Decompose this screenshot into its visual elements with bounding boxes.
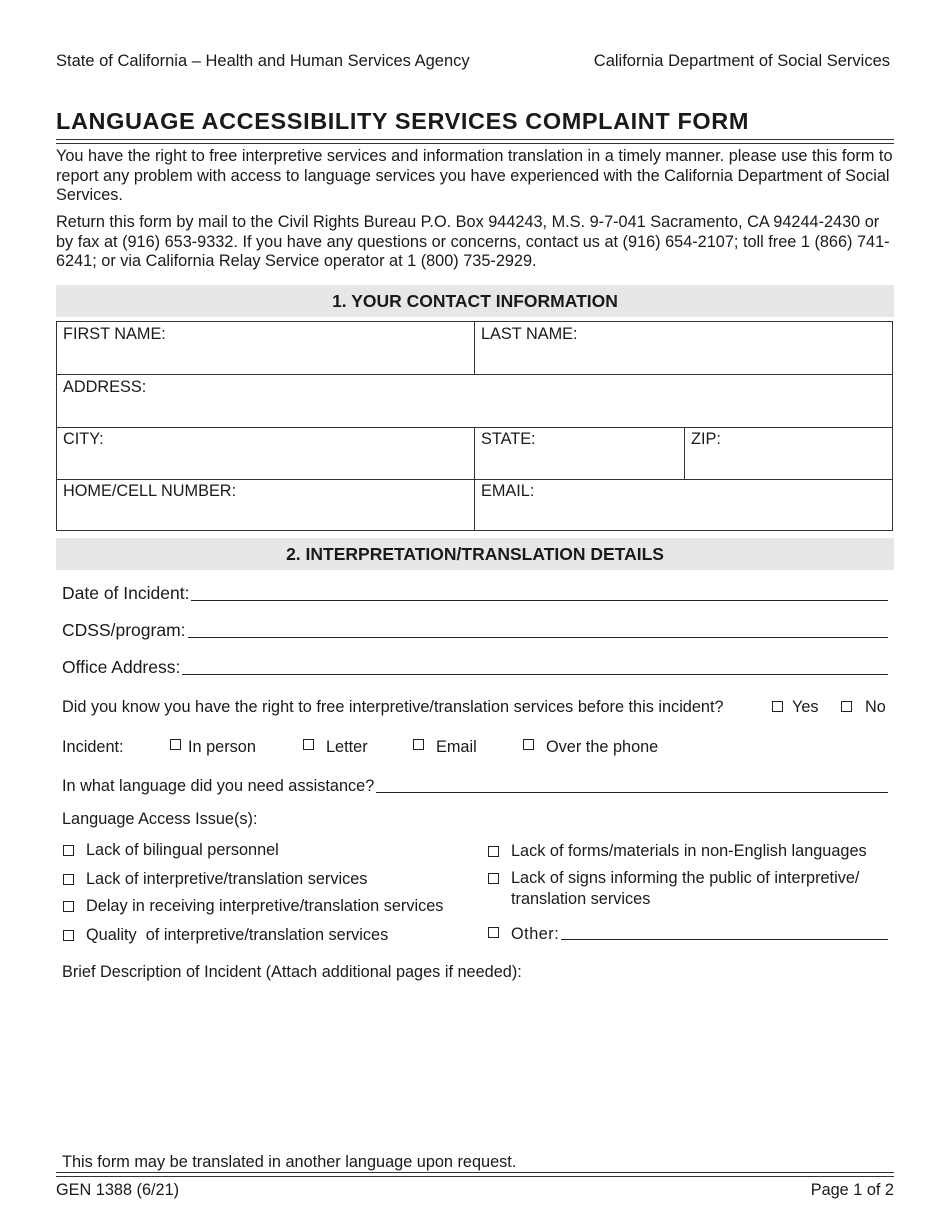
zip-field[interactable] [685, 427, 892, 479]
no-checkbox[interactable] [841, 701, 852, 712]
description-area[interactable] [56, 990, 894, 1140]
issue-other-field[interactable] [511, 922, 888, 944]
yes-checkbox[interactable] [772, 701, 783, 712]
language-underline [376, 791, 888, 793]
issue-forms-checkbox[interactable] [488, 846, 499, 857]
issue-signs-label-line1: Lack of signs informing the public of interpretive/ [511, 869, 860, 887]
program-underline [188, 636, 888, 638]
issue-forms-label: Lack of forms/materials in non-English languages [511, 842, 867, 860]
issue-bilingual-checkbox[interactable] [63, 845, 74, 856]
address-field[interactable] [57, 375, 892, 427]
city-label: CITY: [63, 430, 104, 448]
last-name-label: LAST NAME: [481, 325, 578, 343]
translation-note: This form may be translated in another language upon request. [62, 1153, 517, 1171]
issue-delay-label: Delay in receiving interpretive/translation services [86, 897, 444, 915]
city-field[interactable] [57, 427, 475, 479]
over-the-phone-label: Over the phone [546, 738, 659, 756]
language-field[interactable] [62, 772, 888, 798]
office-address-label: Office Address: [62, 657, 181, 677]
in-person-checkbox[interactable] [170, 739, 181, 750]
right-question: Did you know you have the right to free interpretive/translation services before this incident? [62, 698, 724, 716]
contact-info-table [56, 321, 893, 531]
title-divider [56, 139, 894, 144]
state-label: STATE: [481, 430, 536, 448]
program-field[interactable] [62, 617, 888, 643]
section-contact-heading: 1. YOUR CONTACT INFORMATION [56, 285, 894, 317]
office-address-field[interactable] [62, 654, 888, 680]
incident-label: Incident: [62, 738, 124, 756]
date-of-incident-label: Date of Incident: [62, 583, 190, 603]
language-question: In what language did you need assistance? [62, 777, 375, 795]
email-label: EMAIL: [481, 482, 535, 500]
return-instructions: Return this form by mail to the Civil Rights Bureau P.O. Box 944243, M.S. 9-7-041 Sacramento, CA 94244-2430 or by fax at (916) 653-9332. If you have any questions or concerns, contact us at (916) 654-2107; toll free 1 (866) 741-6241; or via California Relay Service operator at 1 (800) 735-2929. [56, 213, 890, 270]
issue-services-label: Lack of interpretive/translation services [86, 870, 368, 888]
email-option-label: Email [436, 738, 477, 756]
form-id: GEN 1388 (6/21) [56, 1181, 180, 1199]
issue-quality-checkbox[interactable] [63, 930, 74, 941]
address-row [57, 375, 892, 428]
email-checkbox[interactable] [413, 739, 424, 750]
date-of-incident-field[interactable] [62, 580, 888, 606]
footer-divider [56, 1172, 894, 1177]
letter-checkbox[interactable] [303, 739, 314, 750]
letter-label: Letter [326, 738, 368, 756]
issue-delay-checkbox[interactable] [63, 901, 74, 912]
program-label: CDSS/program: [62, 620, 186, 640]
other-underline [561, 938, 888, 940]
state-field[interactable] [475, 427, 685, 479]
office-underline [182, 673, 888, 675]
issues-label: Language Access Issue(s): [62, 810, 258, 828]
issue-signs-checkbox[interactable] [488, 873, 499, 884]
description-label: Brief Description of Incident (Attach additional pages if needed): [62, 963, 522, 981]
issue-quality-label: Quality of interpretive/translation services [86, 926, 389, 944]
yes-label: Yes [792, 698, 819, 716]
page-number: Page 1 of 2 [810, 1181, 894, 1199]
address-label: ADDRESS: [63, 378, 147, 396]
issue-services-checkbox[interactable] [63, 874, 74, 885]
zip-label: ZIP: [691, 430, 721, 448]
first-name-field[interactable] [57, 322, 475, 374]
issue-other-checkbox[interactable] [488, 927, 499, 938]
form-title: LANGUAGE ACCESSIBILITY SERVICES COMPLAINT FORM [56, 108, 750, 134]
issue-signs-label-line2: translation services [511, 890, 651, 908]
issue-other-label: Other: [511, 925, 560, 943]
last-name-field[interactable] [475, 322, 892, 374]
department-header: California Department of Social Services [593, 52, 890, 70]
first-name-label: FIRST NAME: [63, 325, 166, 343]
email-field[interactable] [475, 479, 892, 531]
phone-label: HOME/CELL NUMBER: [63, 482, 237, 500]
over-the-phone-checkbox[interactable] [523, 739, 534, 750]
phone-field[interactable] [57, 479, 475, 531]
issue-bilingual-label: Lack of bilingual personnel [86, 841, 279, 859]
city-row [57, 427, 892, 480]
intro-paragraph: You have the right to free interpretive services and information translation in a timely manner. please use this form to report any problem with access to language services you have experienced with the California Department of Social Services. [56, 147, 893, 204]
name-row [57, 322, 892, 375]
in-person-label: In person [188, 738, 256, 756]
no-label: No [865, 698, 886, 716]
agency-header: State of California – Health and Human Services Agency [56, 52, 470, 70]
phone-email-row [57, 479, 892, 531]
date-underline [191, 599, 888, 601]
section-details-heading: 2. INTERPRETATION/TRANSLATION DETAILS [56, 538, 894, 570]
